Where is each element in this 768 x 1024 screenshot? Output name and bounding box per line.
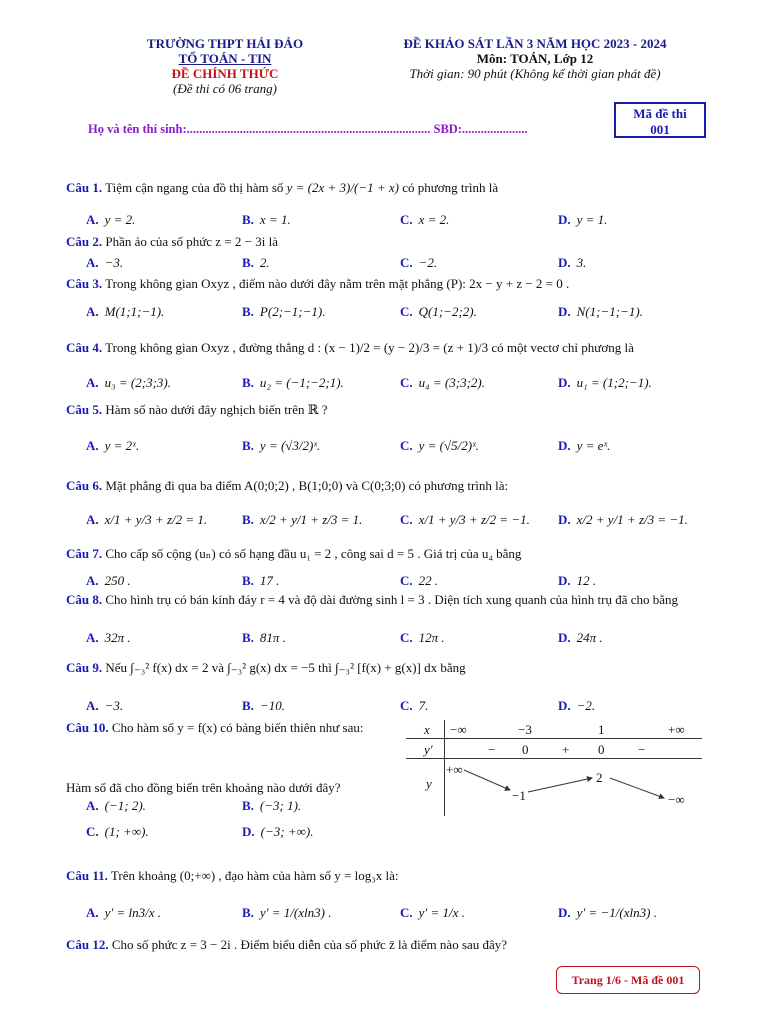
department: TỔ TOÁN - TIN	[178, 51, 272, 66]
option-letter: D.	[558, 905, 571, 920]
question-text: Trên khoảng (0;+∞) , đạo hàm của hàm số y = log₃x là:	[110, 868, 399, 883]
bbt-sign2: +	[562, 742, 570, 757]
option-value: x/1 + y/3 + z/2 = 1.	[104, 512, 208, 527]
option-value: (−1; 2).	[104, 798, 146, 813]
option-value: −3.	[104, 255, 124, 270]
question-8	[66, 592, 706, 608]
answer-option-a[interactable]	[86, 304, 164, 320]
school-name: TRƯỜNG THPT HẢI ĐẢO	[146, 36, 304, 51]
option-value: (−3; 1).	[259, 798, 302, 813]
option-value: y = 1.	[576, 212, 608, 227]
option-letter: B.	[242, 438, 254, 453]
variation-table	[406, 720, 706, 820]
option-letter: D.	[558, 255, 571, 270]
question-number: Câu 4.	[66, 340, 103, 355]
option-letter: D.	[558, 512, 571, 527]
question-number: Câu 5.	[66, 402, 103, 417]
subject: Môn: TOÁN, Lớp 12	[476, 51, 594, 66]
question-3	[66, 276, 706, 292]
bbt-sign3: 0	[598, 742, 605, 757]
question-11	[66, 868, 706, 884]
answer-option-a[interactable]	[86, 375, 171, 391]
question-2	[66, 234, 706, 250]
bbt-y1: −1	[512, 788, 526, 803]
option-value: y = 2.	[104, 212, 136, 227]
option-value: (−3; +∞).	[260, 824, 314, 839]
option-letter: C.	[400, 905, 413, 920]
question-tail: có phương trình là	[402, 180, 499, 195]
option-letter: B.	[242, 630, 254, 645]
option-letter: B.	[242, 698, 254, 713]
exam-time: Thời gian: 90 phút (Không kể thời gian phát đề)	[409, 66, 661, 81]
bbt-y-label: y	[426, 776, 432, 791]
bbt-x-label: x	[424, 722, 430, 737]
option-value: y′ = −1/(xln3) .	[576, 905, 657, 920]
answer-option-a[interactable]	[86, 798, 146, 814]
option-letter: A.	[86, 630, 99, 645]
answer-option-d[interactable]	[242, 824, 313, 840]
answer-option-d[interactable]	[558, 630, 603, 646]
answer-option-c[interactable]	[400, 304, 477, 320]
option-letter: C.	[400, 573, 413, 588]
page-footer: Trang 1/6 - Mã đề 001	[556, 966, 700, 994]
option-value: x = 1.	[259, 212, 291, 227]
question-text: Mặt phẳng đi qua ba điểm A(0;0;2) , B(1;0;0) và C(0;3;0) có phương trình là:	[105, 478, 509, 493]
answer-option-b[interactable]	[242, 630, 286, 646]
option-value: 12π .	[418, 630, 445, 645]
option-value: y′ = 1/(xln3) .	[259, 905, 332, 920]
option-value: x/2 + y/1 + z/3 = −1.	[576, 512, 688, 527]
question-text: Trong không gian Oxyz , điểm nào dưới đây nằm trên mặt phẳng (P): 2x − y + z − 2 = 0 .	[105, 276, 570, 291]
question-5	[66, 402, 706, 418]
question-4	[66, 340, 706, 356]
bbt-sign1: 0	[522, 742, 529, 757]
answer-option-c[interactable]	[400, 573, 438, 589]
option-value: 250 .	[104, 573, 131, 588]
answer-option-b[interactable]	[242, 212, 291, 228]
option-value: P(2;−1;−1).	[259, 304, 326, 319]
option-letter: C.	[400, 630, 413, 645]
answer-option-a[interactable]	[86, 698, 123, 714]
exam-title: ĐỀ KHẢO SÁT LẦN 3 NĂM HỌC 2023 - 2024	[403, 36, 667, 51]
question-text: Trong không gian Oxyz , đường thẳng d : (x − 1)/2 = (y − 2)/3 = (z + 1)/3 có một vectơ chỉ phương là	[105, 340, 634, 355]
option-value: −2.	[576, 698, 596, 713]
option-value: −10.	[259, 698, 285, 713]
answer-option-a[interactable]	[86, 512, 207, 528]
option-value: y′ = 1/x .	[418, 905, 465, 920]
answer-option-d[interactable]	[558, 512, 688, 528]
candidate-line: Họ và tên thí sinh:.............................................................................. SBD:.....................	[88, 122, 528, 136]
question-number: Câu 12.	[66, 937, 109, 952]
bbt-x1: −3	[518, 722, 532, 737]
option-letter: B.	[242, 905, 254, 920]
answer-option-c[interactable]	[400, 375, 485, 391]
option-letter: D.	[558, 438, 571, 453]
option-value: Q(1;−2;2).	[418, 304, 477, 319]
bbt-yp-label: y′	[424, 742, 433, 757]
answer-option-d[interactable]	[558, 304, 643, 320]
question-text: Nếu ∫₋₃² f(x) dx = 2 và ∫₋₃² g(x) dx = −5 thì ∫₋₃² [f(x) + g(x)] dx bằng	[105, 660, 466, 675]
option-value: y = (√3/2)ˣ.	[259, 438, 321, 453]
answer-option-a[interactable]	[86, 212, 135, 228]
question-text: Tiệm cận ngang của đồ thị hàm số	[105, 180, 284, 195]
answer-option-b[interactable]	[242, 573, 279, 589]
option-letter: D.	[558, 573, 571, 588]
question-text: Phần ảo của số phức z = 2 − 3i là	[105, 234, 278, 249]
option-letter: D.	[558, 698, 571, 713]
option-value: y = (√5/2)ˣ.	[418, 438, 480, 453]
question-number: Câu 3.	[66, 276, 103, 291]
option-letter: B.	[242, 304, 254, 319]
option-value: M(1;1;−1).	[104, 304, 165, 319]
option-value: 22 .	[418, 573, 439, 588]
exam-code-value: 001	[650, 122, 670, 137]
question-number: Câu 7.	[66, 546, 103, 561]
answer-option-c[interactable]	[400, 438, 479, 454]
question-number: Câu 8.	[66, 592, 103, 607]
answer-option-b[interactable]	[242, 438, 320, 454]
question-number: Câu 1.	[66, 180, 103, 195]
answer-option-d[interactable]	[558, 255, 586, 271]
option-letter: A.	[86, 698, 99, 713]
answer-option-b[interactable]	[242, 512, 362, 528]
option-letter: D.	[558, 212, 571, 227]
option-letter: C.	[400, 304, 413, 319]
option-value: u₂ = (−1;−2;1).	[259, 375, 344, 390]
option-letter: C.	[86, 824, 99, 839]
option-letter: D.	[242, 824, 255, 839]
question-10	[66, 720, 386, 736]
option-letter: A.	[86, 798, 99, 813]
question-expression: y = (2x + 3)/(−1 + x)	[286, 180, 399, 195]
option-letter: A.	[86, 573, 99, 588]
option-letter: A.	[86, 512, 99, 527]
option-letter: C.	[400, 438, 413, 453]
answer-option-c[interactable]	[400, 212, 449, 228]
answer-option-a[interactable]	[86, 573, 131, 589]
option-letter: A.	[86, 304, 99, 319]
option-value: 32π .	[104, 630, 131, 645]
question-number: Câu 11.	[66, 868, 108, 883]
option-letter: C.	[400, 255, 413, 270]
option-letter: B.	[242, 212, 254, 227]
option-value: 3.	[576, 255, 587, 270]
option-letter: B.	[242, 375, 254, 390]
option-value: x/2 + y/1 + z/3 = 1.	[259, 512, 363, 527]
official-label: ĐỀ CHÍNH THỨC	[171, 66, 279, 81]
answer-option-c[interactable]	[400, 255, 437, 271]
question-9	[66, 660, 706, 676]
option-letter: A.	[86, 438, 99, 453]
answer-option-a[interactable]	[86, 255, 123, 271]
bbt-x2: 1	[598, 722, 605, 737]
question-number: Câu 9.	[66, 660, 103, 675]
option-letter: B.	[242, 573, 254, 588]
answer-option-b[interactable]	[242, 255, 270, 271]
question-number: Câu 10.	[66, 720, 109, 735]
answer-option-c[interactable]	[400, 698, 428, 714]
option-value: 12 .	[576, 573, 597, 588]
pages-note: (Đề thi có 06 trang)	[173, 81, 277, 96]
bbt-sign4: −	[638, 742, 646, 757]
answer-option-b[interactable]	[242, 304, 325, 320]
option-value: x/1 + y/3 + z/2 = −1.	[418, 512, 530, 527]
option-letter: C.	[400, 212, 413, 227]
option-letter: B.	[242, 512, 254, 527]
header-right	[375, 36, 695, 81]
question-text: Hàm số nào dưới đây nghịch biến trên ℝ ?	[105, 402, 328, 417]
answer-option-d[interactable]	[558, 905, 657, 921]
option-letter: D.	[558, 630, 571, 645]
option-letter: B.	[242, 798, 254, 813]
question-1	[66, 180, 706, 196]
answer-option-c[interactable]	[400, 630, 445, 646]
answer-option-b[interactable]	[242, 798, 301, 814]
header-left	[95, 36, 355, 96]
option-letter: C.	[400, 375, 413, 390]
question-text: Cho hình trụ có bán kính đáy r = 4 và độ dài đường sinh l = 3 . Diện tích xung quanh của hình trụ đã cho bằng	[105, 592, 679, 607]
bbt-x0: −∞	[450, 722, 467, 737]
question-number: Câu 2.	[66, 234, 103, 249]
question-text: Cho số phức z = 3 − 2i . Điểm biểu diễn của số phức z̄ là điểm nào sau đây?	[111, 937, 508, 952]
option-value: 17 .	[259, 573, 280, 588]
answer-option-b[interactable]	[242, 698, 285, 714]
answer-option-d[interactable]	[558, 438, 610, 454]
option-value: N(1;−1;−1).	[576, 304, 643, 319]
option-value: 2.	[259, 255, 270, 270]
option-value: x = 2.	[418, 212, 450, 227]
answer-option-a[interactable]	[86, 630, 131, 646]
bbt-y2: 2	[596, 770, 603, 785]
answer-option-d[interactable]	[558, 698, 595, 714]
option-letter: A.	[86, 905, 99, 920]
exam-code-label: Mã đề thi	[633, 106, 687, 121]
answer-option-d[interactable]	[558, 573, 596, 589]
answer-option-d[interactable]	[558, 212, 607, 228]
question-number: Câu 6.	[66, 478, 103, 493]
bbt-y0: +∞	[446, 762, 463, 777]
option-value: −2.	[418, 255, 438, 270]
option-letter: D.	[558, 304, 571, 319]
option-letter: A.	[86, 255, 99, 270]
option-value: −3.	[104, 698, 124, 713]
option-value: 81π .	[259, 630, 286, 645]
answer-option-a[interactable]	[86, 438, 139, 454]
answer-option-c[interactable]	[400, 512, 530, 528]
answer-option-a[interactable]	[86, 905, 161, 921]
option-letter: B.	[242, 255, 254, 270]
option-letter: D.	[558, 375, 571, 390]
option-value: u₄ = (3;3;2).	[418, 375, 485, 390]
option-value: y = 2ˣ.	[104, 438, 140, 453]
question-subtext: Hàm số đã cho đồng biến trên khoảng nào dưới đây?	[66, 780, 341, 795]
bbt-sign0: −	[488, 742, 496, 757]
option-value: (1; +∞).	[104, 824, 149, 839]
option-value: u₁ = (1;2;−1).	[576, 375, 652, 390]
question-7	[66, 546, 706, 562]
option-value: 24π .	[576, 630, 603, 645]
answer-option-c[interactable]	[86, 824, 149, 840]
answer-option-d[interactable]	[558, 375, 652, 391]
option-letter: A.	[86, 375, 99, 390]
exam-code-box	[614, 102, 706, 138]
question-12	[66, 937, 706, 953]
answer-option-c[interactable]	[400, 905, 465, 921]
option-value: 7.	[418, 698, 429, 713]
option-letter: C.	[400, 698, 413, 713]
bbt-x3: +∞	[668, 722, 685, 737]
option-letter: A.	[86, 212, 99, 227]
answer-option-b[interactable]	[242, 905, 331, 921]
option-value: y = eˣ.	[576, 438, 611, 453]
answer-option-b[interactable]	[242, 375, 344, 391]
question-6	[66, 478, 706, 494]
option-letter: C.	[400, 512, 413, 527]
bbt-arrows	[406, 720, 706, 820]
question-text: Cho hàm số y = f(x) có bảng biến thiên như sau:	[111, 720, 364, 735]
option-value: y′ = ln3/x .	[104, 905, 162, 920]
bbt-y3: −∞	[668, 792, 685, 807]
option-value: u₃ = (2;3;3).	[104, 375, 171, 390]
question-text: Cho cấp số cộng (uₙ) có số hạng đầu u₁ = 2 , công sai d = 5 . Giá trị của u₄ bằng	[105, 546, 522, 561]
